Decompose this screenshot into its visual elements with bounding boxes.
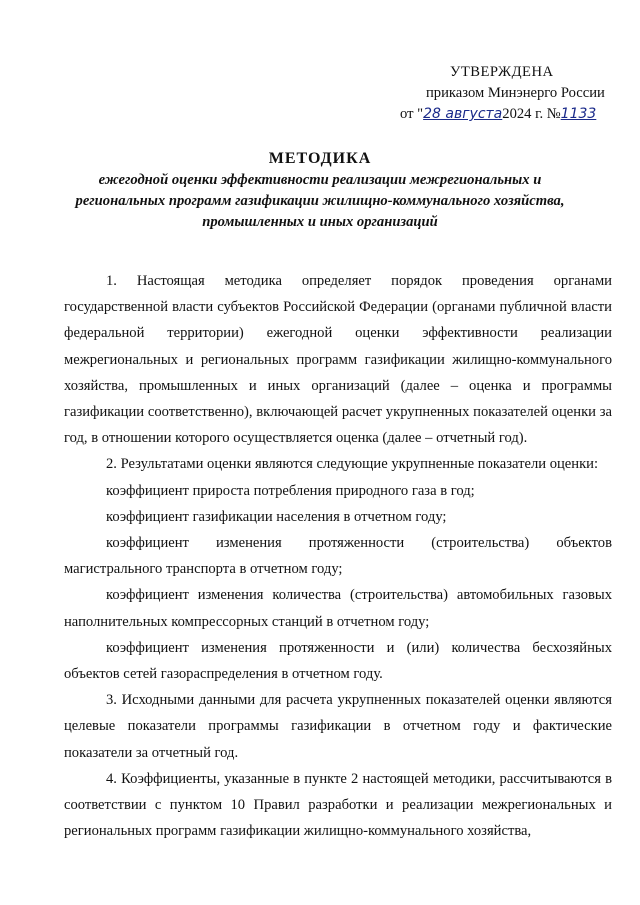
document-heading (60, 148, 580, 233)
document-subtitle-line-1: ежегодной оценки эффективности реализации межрегиональных и (98, 172, 542, 188)
paragraph-1: 1. Настоящая методика определяет порядок проведения органами государственной власти субъектов Российской Федерации (органами публичной власти федеральной территории) ежегодной оценки эффективности реализации межрегиональных и региональных программ газификации жилищно-коммунального хозяйства, промышленных и иных организаций (далее – оценка и программы газификации соответственно), включающей расчет укрупненных показателей оценки за год, в отношении которого осуществляется оценка (далее – отчетный год). (64, 273, 612, 447)
list-item-gasification-population: коэффициент газификации населения в отчетном году; (106, 508, 447, 525)
paragraph-2: 2. Результатами оценки являются следующие укрупненные показатели оценки: (106, 456, 599, 473)
paragraph-4: 4. Коэффициенты, указанные в пункте 2 настоящей методики, рассчитываются в соответствии с пунктом 10 Правил разработки и реализации межрегиональных и региональных программ газификации жилищно-коммунального хозяйства, (64, 770, 612, 840)
handwritten-date: 28 августа (423, 106, 503, 122)
list-item-gas-consumption: коэффициент прироста потребления природного газа в год; (106, 482, 475, 499)
date-mid: 2024 г. № (502, 106, 561, 122)
list-item-cng-stations: коэффициент изменения количества (строительства) автомобильных газовых наполнительных компрессорных станций в отчетном году; (64, 587, 612, 630)
approval-stamp (400, 62, 630, 125)
list-item-main-transport: коэффициент изменения протяженности (строительства) объектов магистрального транспорта в отчетном году; (64, 535, 612, 578)
handwritten-number: 1133 (560, 106, 597, 122)
approval-title: УТВЕРЖДЕНА (450, 64, 554, 80)
document-subtitle-line-2: региональных программ газификации жилищно-коммунального хозяйства, (75, 193, 565, 209)
document-title: МЕТОДИКА (268, 150, 372, 167)
paragraph-3: 3. Исходными данными для расчета укрупненных показателей оценки являются целевые показатели программы газификации в отчетном году и фактические показатели за отчетный год. (64, 692, 612, 761)
document-body (64, 268, 612, 844)
document-subtitle-line-3: промышленных и иных организаций (202, 214, 438, 230)
list-item-ownerless-networks: коэффициент изменения протяженности и (или) количества бесхозяйных объектов сетей газораспределения в отчетном году. (64, 639, 612, 683)
date-prefix: от " (400, 106, 424, 122)
approval-order: приказом Минэнерго России (426, 85, 605, 101)
approval-date-line (400, 104, 630, 125)
